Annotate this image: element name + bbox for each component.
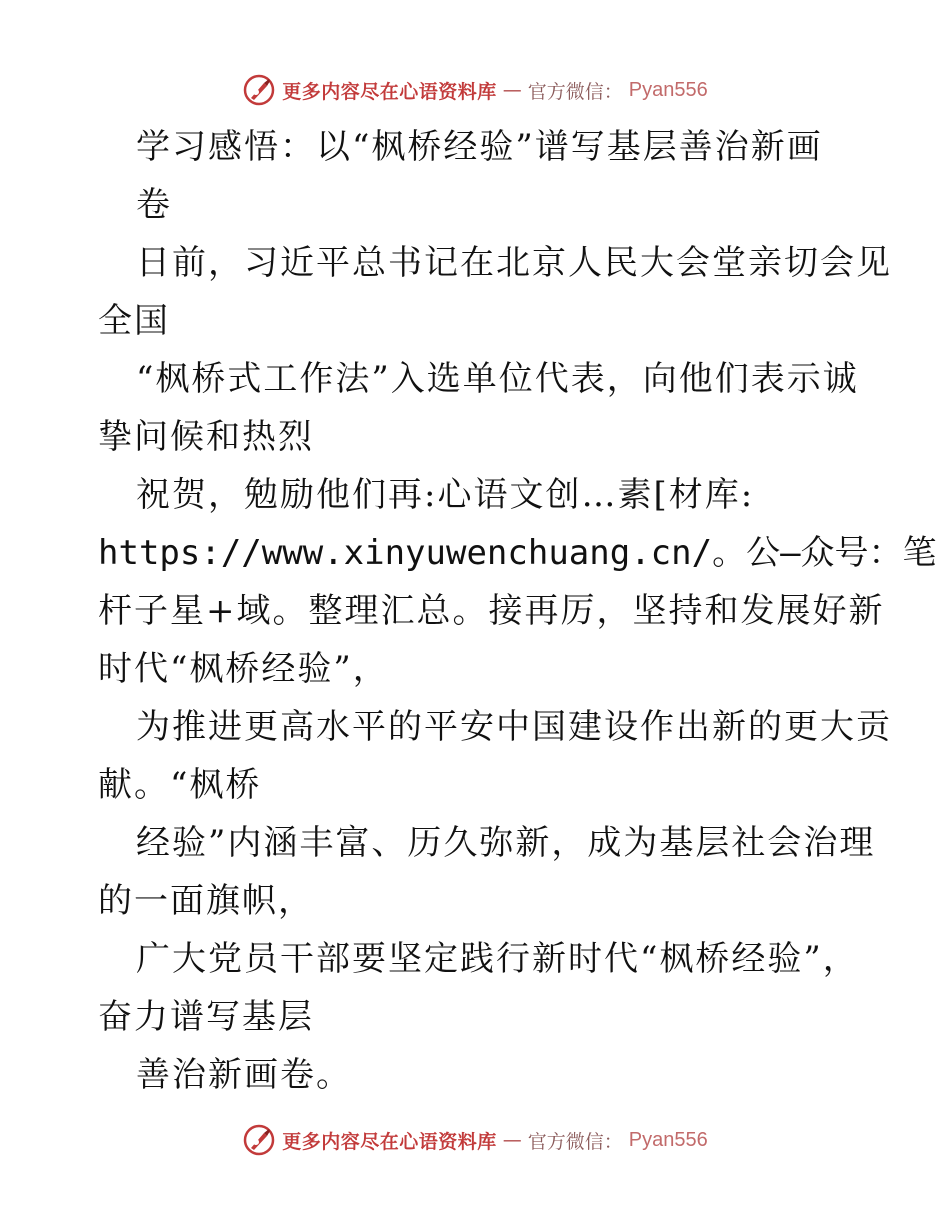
paragraph-line: 杆子星+域。整理汇总。接再厉，坚持和发展好新 (98, 591, 885, 631)
watermark-official-label: 官方微信： (527, 1130, 623, 1153)
watermark-wechat-id: Pyan556 (628, 1128, 708, 1151)
paragraph-line-url: https://www.xinyuwenchuang.cn/。公—众号：笔 (98, 533, 937, 573)
document-title-line: 卷 (136, 185, 172, 225)
paragraph-line: 全国 (98, 301, 170, 341)
paragraph-line: 经验”内涵丰富、历久弥新，成为基层社会治理 (136, 823, 876, 863)
document-body (98, 118, 937, 1104)
paragraph-line: 的一面旗帜， (98, 881, 314, 921)
quill-pen-logo-icon (242, 1123, 276, 1157)
watermark-text: 更多内容尽在心语资料库 (282, 1130, 497, 1153)
quill-pen-logo-icon (242, 73, 276, 107)
paragraph-line: 挚问候和热烈 (98, 417, 314, 457)
paragraph-line: 祝贺，勉励他们再:心语文创…素[材库: (136, 475, 755, 515)
watermark-dash: — (502, 1129, 522, 1151)
paragraph-line: 善治新画卷。 (136, 1055, 352, 1095)
paragraph-line: 献。“枫桥 (98, 765, 262, 805)
paragraph-line: 为推进更高水平的平安中国建设作出新的更大贡 (136, 707, 892, 747)
paragraph-line: 日前，习近平总书记在北京人民大会堂亲切会见 (136, 243, 892, 283)
watermark-wechat-id: Pyan556 (628, 78, 708, 101)
watermark-text: 更多内容尽在心语资料库 (282, 80, 497, 103)
paragraph-line: 时代“枫桥经验”， (98, 649, 389, 689)
paragraph-line: 广大党员干部要坚定践行新时代“枫桥经验”， (136, 939, 859, 979)
footer-watermark-banner (0, 1120, 950, 1160)
document-title-line: 学习感悟：以“枫桥经验”谱写基层善治新画 (136, 127, 823, 167)
paragraph-line: “枫桥式工作法”入选单位代表，向他们表示诚 (136, 359, 859, 399)
watermark-dash: — (502, 79, 522, 101)
paragraph-line: 奋力谱写基层 (98, 997, 314, 1037)
header-watermark-banner (0, 70, 950, 110)
watermark-official-label: 官方微信： (527, 80, 623, 103)
